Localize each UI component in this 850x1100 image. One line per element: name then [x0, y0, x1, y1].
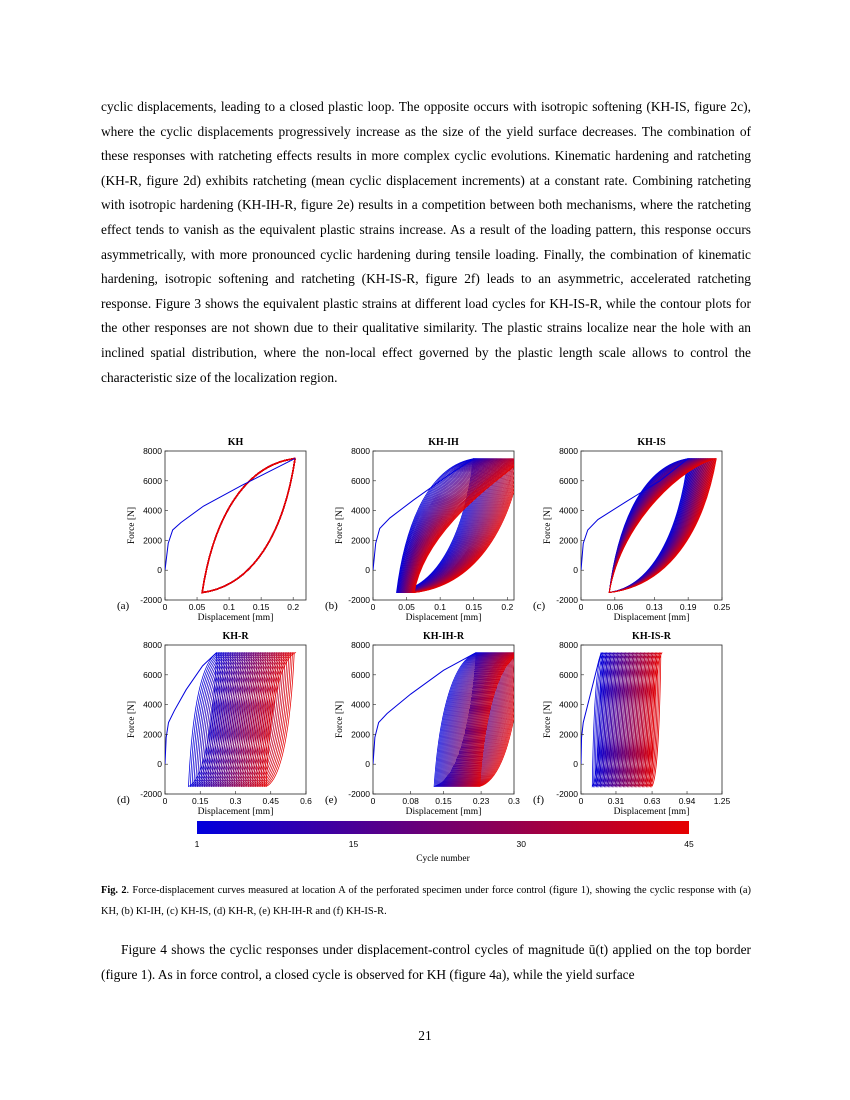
- figure-2-plots: [100, 432, 760, 867]
- panel-label: (a): [117, 600, 130, 612]
- y-axis-label: Force [N]: [543, 700, 553, 739]
- y-axis-label: Force [N]: [127, 506, 137, 545]
- colorbar: [195, 821, 694, 864]
- x-axis-label: Displacement [mm]: [405, 807, 482, 817]
- panel-label: (d): [117, 794, 130, 806]
- y-tick-label: 2000: [143, 535, 162, 546]
- y-tick-label: 6000: [143, 669, 162, 680]
- x-axis-label: Displacement [mm]: [405, 613, 482, 623]
- panel-kh-is-r: [533, 631, 731, 817]
- y-tick-label: -2000: [556, 789, 578, 799]
- x-tick-label: 0.2: [287, 602, 300, 612]
- figure-caption: [101, 880, 751, 922]
- y-tick-label: 8000: [351, 640, 370, 650]
- panel-label: (f): [533, 794, 544, 806]
- panel-label: (e): [325, 794, 338, 806]
- y-tick-label: -2000: [140, 595, 162, 605]
- x-tick-label: 0.3: [229, 796, 242, 806]
- y-tick-label: 4000: [143, 505, 162, 516]
- page-number: 21: [418, 1028, 432, 1043]
- figure-2: [100, 432, 760, 867]
- y-tick-label: 8000: [559, 640, 578, 650]
- y-tick-label: 6000: [351, 475, 370, 486]
- x-tick-label: 0.15: [465, 602, 482, 612]
- body-paragraph-2: Figure 4 shows the cyclic responses under displacement-control cycles of magnitude ū(t) applied on the top border (figure 1). As in force control, a closed cycle is observed for KH (figure 4a), while the yield surface: [101, 942, 751, 982]
- y-tick-label: 6000: [559, 669, 578, 680]
- y-tick-label: -2000: [348, 789, 370, 799]
- colorbar-gradient: [197, 821, 689, 834]
- x-tick-label: 0.13: [646, 602, 663, 612]
- body-paragraph-1: cyclic displacements, leading to a closed plastic loop. The opposite occurs with isotropic softening (KH-IS, figure 2c), where the cyclic displacements progressively increase as the size of the yield surface decreases. The combination of these responses with ratcheting effects results in more complex cyclic evolutions. Kinematic hardening and ratcheting (KH-R, figure 2d) exhibits ratcheting (mean cyclic displacement increments) at a constant rate. Combining ratcheting with isotropic hardening (KH-IH-R, figure 2e) results in a competition between both mechanisms, where the ratcheting effect tends to vanish as the equivalent plastic strains increase. As a result of the loading pattern, this response occurs asymmetrically, with more pronounced cyclic hardening during tensile loading. Finally, the combination of kinematic hardening, isotropic softening and ratcheting (KH-IS-R, figure 2f) leads to an asymmetric, accelerated ratcheting response. Figure 3 shows the equivalent plastic strains at different load cycles for KH-IS-R, while the contour plots for the other responses are not shown due to their qualitative similarity. The plastic strains localize near the hole with an inclined spatial distribution, where the non-local effect governed by the plastic length scale allows to control the characteristic size of the localization region.: [101, 99, 751, 385]
- x-tick-label: 0.05: [188, 602, 206, 612]
- y-axis-label: Force [N]: [543, 506, 553, 545]
- x-tick-label: 0.15: [191, 796, 209, 806]
- x-tick-label: 0: [162, 796, 168, 806]
- x-tick-label: 0.08: [402, 796, 419, 806]
- y-tick-label: -2000: [556, 595, 578, 605]
- x-axis-label: Displacement [mm]: [613, 807, 690, 817]
- y-tick-label: 8000: [351, 446, 370, 456]
- y-tick-label: -2000: [140, 789, 162, 799]
- caption-label: Fig. 2: [101, 885, 127, 896]
- y-tick-label: 8000: [143, 640, 162, 650]
- y-tick-label: 0: [365, 565, 370, 576]
- panel-title: KH-R: [222, 631, 249, 642]
- panel-title: KH-IH-R: [422, 631, 465, 642]
- y-tick-label: 2000: [351, 729, 370, 740]
- panel-title: KH-IH: [428, 437, 459, 448]
- y-tick-label: 6000: [351, 669, 370, 680]
- y-tick-label: 0: [573, 759, 578, 770]
- x-tick-label: 0: [370, 796, 376, 806]
- x-tick-label: 0: [370, 602, 376, 612]
- x-tick-label: 0: [162, 602, 168, 612]
- y-tick-label: 2000: [559, 535, 578, 546]
- y-tick-label: -2000: [348, 595, 370, 605]
- colorbar-tick-label: 30: [516, 839, 527, 849]
- plot-frame: [165, 451, 306, 600]
- y-tick-label: 0: [157, 759, 162, 770]
- y-tick-label: 4000: [559, 505, 578, 516]
- x-tick-label: 0.19: [679, 602, 697, 612]
- y-tick-label: 4000: [351, 699, 370, 710]
- y-axis-label: Force [N]: [335, 700, 345, 739]
- x-tick-label: 0.25: [713, 602, 731, 612]
- colorbar-label: Cycle number: [416, 854, 470, 864]
- y-axis-label: Force [N]: [335, 506, 345, 545]
- y-tick-label: 0: [157, 565, 162, 576]
- y-tick-label: 6000: [143, 475, 162, 486]
- panel-kh-ih-r: [325, 631, 523, 817]
- x-tick-label: 0.31: [607, 796, 625, 806]
- colorbar-tick-label: 15: [348, 839, 359, 849]
- panel-kh-ih: [325, 437, 522, 623]
- y-tick-label: 0: [365, 759, 370, 770]
- y-tick-label: 8000: [143, 446, 162, 456]
- x-tick-label: 0.15: [252, 602, 270, 612]
- x-tick-label: 0.05: [398, 602, 415, 612]
- y-tick-label: 4000: [559, 699, 578, 710]
- colorbar-tick-label: 45: [684, 839, 694, 849]
- y-tick-label: 0: [573, 565, 578, 576]
- x-tick-label: 0: [578, 602, 584, 612]
- x-axis-label: Displacement [mm]: [197, 613, 274, 623]
- panel-label: (b): [325, 600, 338, 612]
- panel-title: KH-IS: [637, 437, 666, 448]
- y-tick-label: 6000: [559, 475, 578, 486]
- y-tick-label: 2000: [559, 729, 578, 740]
- y-tick-label: 4000: [351, 505, 370, 516]
- x-tick-label: 0.23: [472, 796, 490, 806]
- panel-kh-r: [117, 631, 312, 817]
- x-axis-label: Displacement [mm]: [613, 613, 690, 623]
- x-axis-label: Displacement [mm]: [197, 807, 274, 817]
- panel-title: KH: [227, 437, 244, 448]
- x-tick-label: 0.2: [501, 602, 514, 612]
- caption-text: . Force-displacement curves measured at location A of the perforated specimen under force control (figure 1), showing the cyclic response with (a) KH, (b) KI-IH, (c) KH-IS, (d) KH-R, (e) KH-IH-R and (f) KH-IS-R.: [101, 885, 751, 917]
- x-tick-label: 0.15: [435, 796, 452, 806]
- x-tick-label: 1.25: [713, 796, 731, 806]
- x-tick-label: 0.45: [262, 796, 280, 806]
- y-tick-label: 2000: [143, 729, 162, 740]
- colorbar-tick-label: 1: [194, 839, 200, 849]
- panel-kh-is: [533, 437, 731, 623]
- x-tick-label: 0.06: [606, 602, 624, 612]
- x-tick-label: 0.6: [300, 796, 312, 806]
- panel-kh: [117, 437, 306, 623]
- panel-label: (c): [533, 600, 546, 612]
- y-axis-label: Force [N]: [127, 700, 137, 739]
- x-tick-label: 0.3: [508, 796, 520, 806]
- x-tick-label: 0.1: [434, 602, 447, 612]
- x-tick-label: 0: [578, 796, 584, 806]
- y-tick-label: 4000: [143, 699, 162, 710]
- y-tick-label: 2000: [351, 535, 370, 546]
- x-tick-label: 0.94: [678, 796, 696, 806]
- panel-title: KH-IS-R: [632, 631, 671, 642]
- x-tick-label: 0.1: [223, 602, 236, 612]
- x-tick-label: 0.63: [643, 796, 661, 806]
- y-tick-label: 8000: [559, 446, 578, 456]
